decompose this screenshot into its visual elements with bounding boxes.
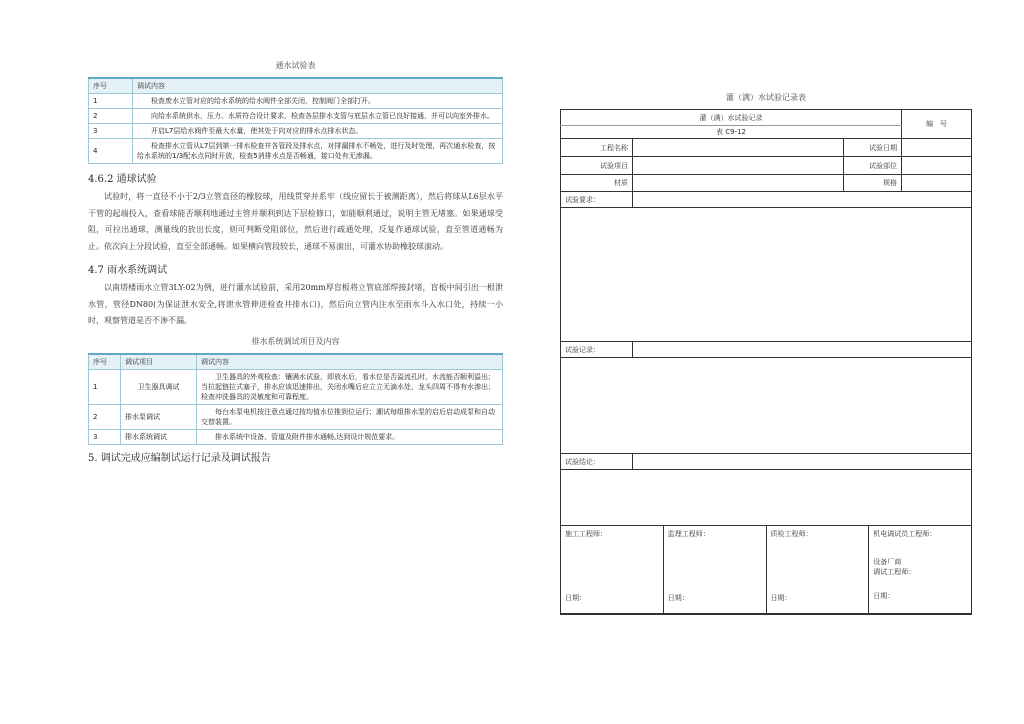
row-item: 排水泵调试 xyxy=(121,404,197,429)
table1-caption: 通水试验表 xyxy=(275,61,316,70)
row-text: 卫生器具的外观检查：镶满水试验，即放水后，看水位是否溢流孔时，水流能否顺利溢出；当拉起链拉式塞子，排水应该迅速排出，关闭水嘴后应立立无滴水处，龙头四周不得有水渗出；检查冲洗器具的灵敏度和可靠程度。 xyxy=(197,369,503,404)
row-item: 排水系统调试 xyxy=(121,429,197,444)
col-header-content: 调试内容 xyxy=(133,78,503,94)
test-date-label: 试验日期 xyxy=(844,139,902,157)
signature-table xyxy=(560,525,972,615)
table-header-row xyxy=(89,354,503,370)
conclusion-label: 试验结论： xyxy=(561,454,633,470)
signature-cell[interactable] xyxy=(869,526,972,614)
signature-label: 监理工程师： xyxy=(667,530,710,538)
row-no: 1 xyxy=(89,94,133,109)
form-subtitle: 表 C9-12 xyxy=(561,126,902,139)
signature-date: 日期： xyxy=(565,594,586,602)
debug-content-table xyxy=(88,77,503,164)
paragraph-rainwater: 以南塔楼雨水立管3LY-02为例，进行灌水试验前，采用20mm厚盲板将立管底部焊接封堵，盲板中间引出一根泄水管，管径DN80(为保证泄水安全,将泄水管伸进检查井排水口)，然后向立管内注水至雨水斗入水口处，持续一小时，观察管道是否不渗不漏。 xyxy=(88,283,503,325)
test-project-label: 试验项目 xyxy=(561,157,633,175)
row-text: 排水系统中设备、管道及附件排水通畅,达到设计规范要求。 xyxy=(197,429,503,444)
signature-cell[interactable] xyxy=(561,526,664,614)
project-label: 工程名称 xyxy=(561,139,633,157)
form-title-row xyxy=(561,110,972,126)
row-text: 向给水系统供水，压力、水质符合设计要求，检查各层排水支管与底层水立管已良好接通，并可以向室外排水。 xyxy=(133,109,503,124)
test-part-label: 试验部位 xyxy=(844,157,902,175)
paragraph-ball-test: 试验时，将一直径不小于2/3立管直径的橡胶球，用线贯穿并系牢（线应留长于被测距离），然后将球从L6层水平干管的起端投入，查看球能否顺利地通过主管并顺利到达下层检修口，如能顺利通过，说明主管无堵塞。如果通球受阻，可拉出通球，测量线的放出长度，则可判断受阻部位，然后进行疏通处理，反复作通球试验，直至管道通畅为止。依次向上分段试验，直至全部通畅。如果横向管段较长，通球不易滚出，可灌水协助橡胶球滚动。 xyxy=(88,192,503,251)
record-value[interactable] xyxy=(633,342,972,358)
signature-engineer: 调试工程师： xyxy=(873,568,916,576)
row-text: 检查废水立管对应的给水系统的给水阀件全部关闭，控制阀门全部打开。 xyxy=(133,94,503,109)
table-row xyxy=(89,404,503,429)
row-item: 卫生器具调试 xyxy=(121,369,197,404)
row-no: 3 xyxy=(89,124,133,139)
col-header-content: 调试内容 xyxy=(197,354,503,370)
right-page xyxy=(560,92,972,615)
material-value[interactable] xyxy=(633,175,844,192)
form-title: 灌（满）水试验记录 xyxy=(561,110,902,126)
table-row xyxy=(89,139,503,164)
signature-vendor: 设备厂商 xyxy=(873,558,902,566)
signature-date: 日期： xyxy=(770,594,792,602)
test-part-value[interactable] xyxy=(902,157,972,175)
row-text: 检查排水立管从L7层到第一排水检查井各管段及排水点，对排漏排水不畅处，进行及时处理，再次通水检查，按给水系统的1/3配水点同时开放，检查5消排水点是否畅通，接口处有无渗漏。 xyxy=(133,139,503,164)
row-text: 开启L7层给水阀件至最大水量，使其处于向对应的排水点排水状态。 xyxy=(133,124,503,139)
form-row-material xyxy=(561,175,972,192)
form-row-conclusion xyxy=(561,454,972,470)
form-row-requirements xyxy=(561,192,972,208)
table-row xyxy=(89,109,503,124)
conclusion-area[interactable] xyxy=(561,470,972,526)
material-label: 材质 xyxy=(561,175,633,192)
form-record-area xyxy=(561,358,972,454)
signature-date: 日期： xyxy=(873,592,895,600)
form-conclusion-area xyxy=(561,470,972,526)
section-heading-rainwater: 4.7 雨水系统调试 xyxy=(88,265,168,276)
form-caption: 灌（满）水试验记录表 xyxy=(726,93,806,102)
row-no: 4 xyxy=(89,139,133,164)
col-header-no: 序号 xyxy=(89,78,133,94)
col-header-no: 序号 xyxy=(89,354,121,370)
row-no: 3 xyxy=(89,429,121,444)
signature-row xyxy=(561,526,972,614)
requirements-value[interactable] xyxy=(633,192,972,208)
signature-cell[interactable] xyxy=(766,526,869,614)
section-heading-ball-test: 4.6.2 通球试验 xyxy=(88,174,157,185)
drainage-debug-table xyxy=(88,353,503,445)
conclusion-value[interactable] xyxy=(633,454,972,470)
form-requirements-area xyxy=(561,208,972,342)
requirements-area[interactable] xyxy=(561,208,972,342)
row-no: 2 xyxy=(89,404,121,429)
test-date-value[interactable] xyxy=(902,139,972,157)
signature-label: 施工工程师： xyxy=(565,530,607,538)
row-no: 2 xyxy=(89,109,133,124)
record-label: 试验记录： xyxy=(561,342,633,358)
col-header-item: 调试项目 xyxy=(121,354,197,370)
section-heading-report: 5. 调试完成应编制试运行记录及调试报告 xyxy=(88,452,271,464)
requirements-label: 试验要求： xyxy=(561,192,633,208)
row-text: 每台水泵电机按注意点通过按均值水位推到位运行；潮试每组排水泵的启后启动成泵和自动交替装置。 xyxy=(197,404,503,429)
table-header-row xyxy=(89,78,503,94)
table2-caption: 排水系统调试项目及内容 xyxy=(251,336,340,346)
table-row xyxy=(89,94,503,109)
table-row xyxy=(89,369,503,404)
form-row-project xyxy=(561,139,972,157)
spec-value[interactable] xyxy=(902,175,972,192)
signature-label: 质检工程师： xyxy=(770,530,813,538)
signature-label: 机电调试员工程师： xyxy=(873,530,937,538)
table-row xyxy=(89,429,503,444)
record-area[interactable] xyxy=(561,358,972,454)
water-test-record-form xyxy=(560,109,972,526)
test-project-value[interactable] xyxy=(633,157,844,175)
signature-cell[interactable] xyxy=(663,526,766,614)
table-row xyxy=(89,124,503,139)
signature-date: 日期： xyxy=(667,594,689,602)
left-page xyxy=(88,60,503,468)
code-label: 编 号 xyxy=(902,110,972,139)
row-no: 1 xyxy=(89,369,121,404)
spec-label: 规格 xyxy=(844,175,902,192)
form-row-test-project xyxy=(561,157,972,175)
form-row-record xyxy=(561,342,972,358)
project-value[interactable] xyxy=(633,139,844,157)
